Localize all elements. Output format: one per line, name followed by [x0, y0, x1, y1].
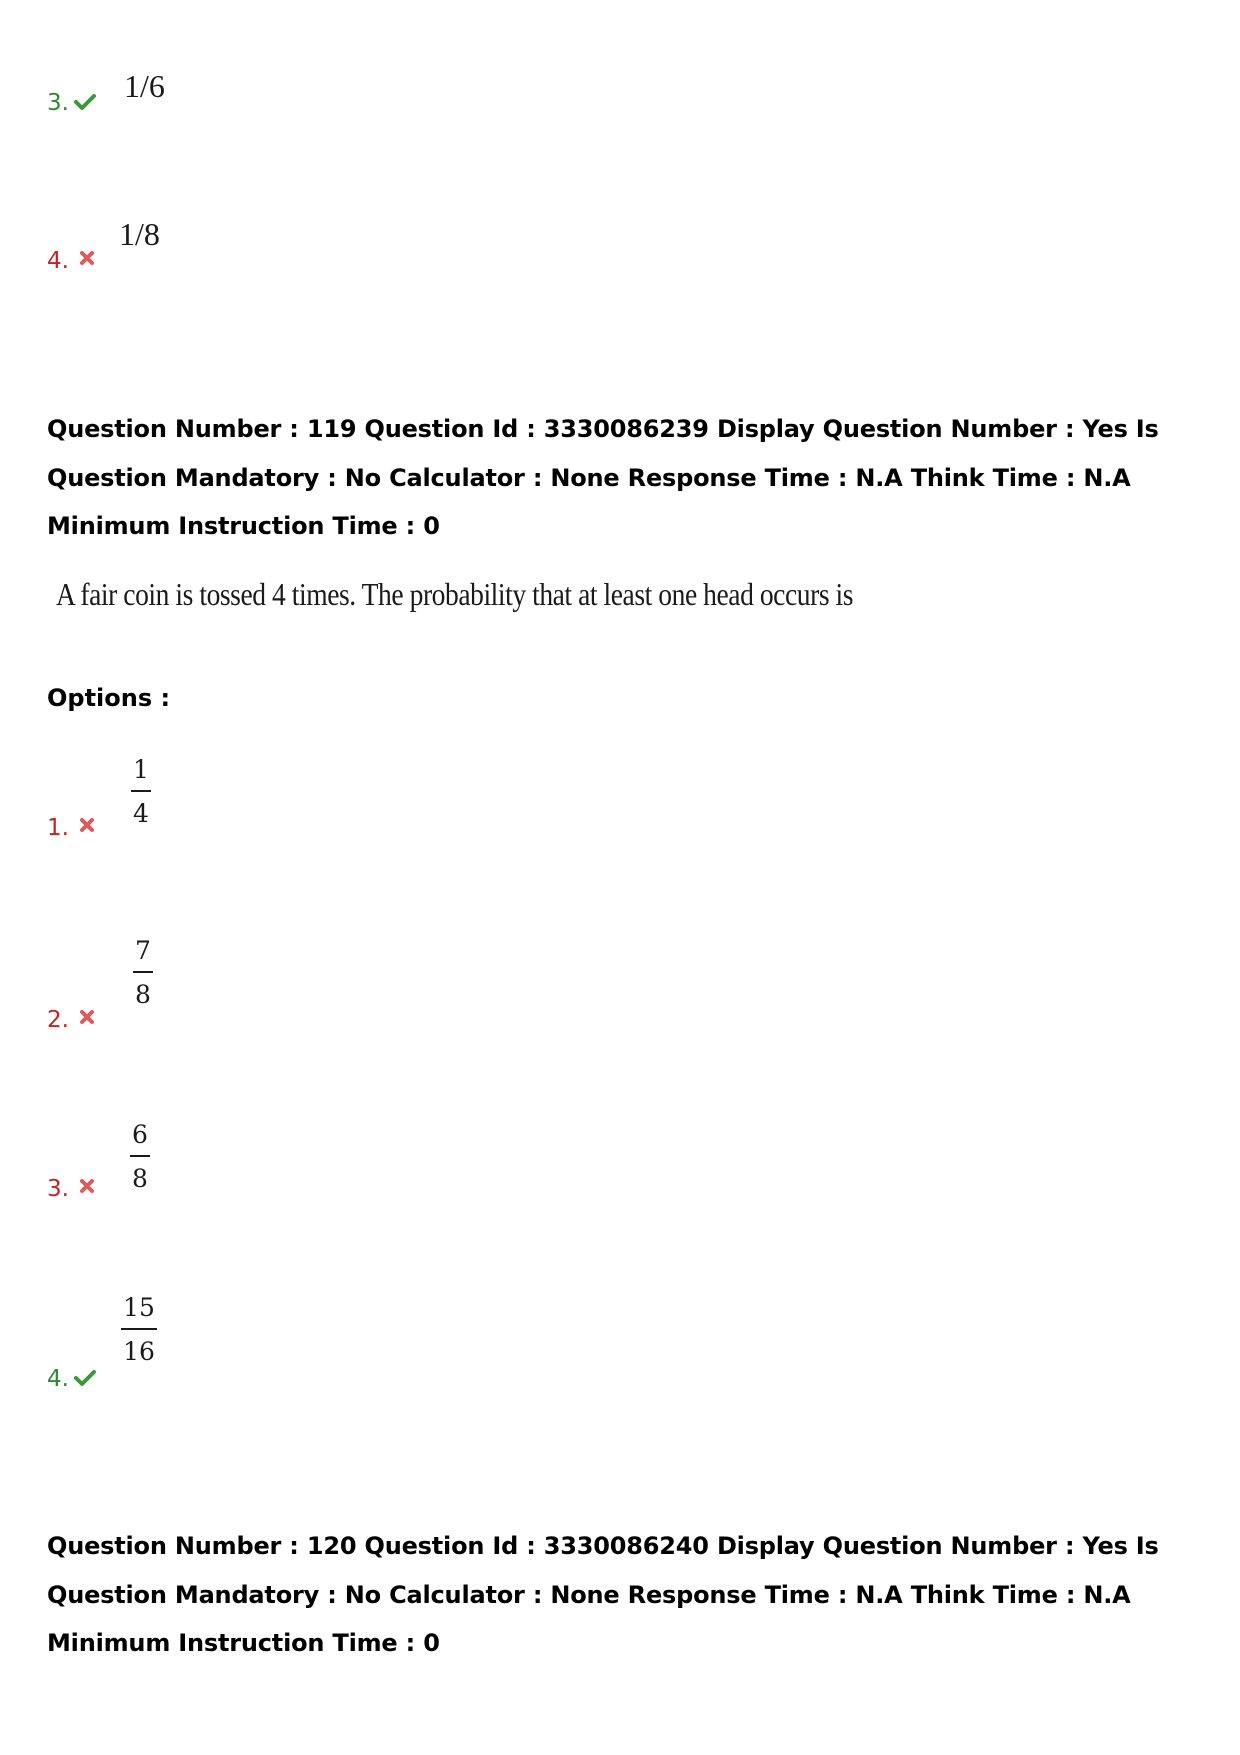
option-number: 4. — [47, 1366, 69, 1392]
fraction-numerator: 1 — [133, 755, 149, 784]
cross-icon — [79, 1178, 95, 1194]
option-number: 2. — [47, 1007, 69, 1033]
option-answer-text: 1/8 — [119, 216, 160, 252]
fraction-denominator: 8 — [135, 980, 151, 1009]
cross-icon — [79, 1009, 95, 1025]
fraction-numerator: 6 — [132, 1120, 148, 1149]
option-number: 3. — [47, 1176, 69, 1202]
question-meta-120: Question Number : 120 Question Id : 3330086240 Display Question Number : Yes Is Question Mandatory : No Calculator : None Response Time : N.A Think Time : N.A Minimum Instruction Time : 0 — [47, 1532, 1159, 1657]
question-meta-119: Question Number : 119 Question Id : 3330086239 Display Question Number : Yes Is Question Mandatory : No Calculator : None Response Time : N.A Think Time : N.A Minimum Instruction Time : 0 — [47, 415, 1159, 540]
fraction-denominator: 8 — [132, 1164, 148, 1193]
cross-icon — [79, 817, 95, 833]
option-fraction — [131, 757, 151, 826]
fraction-bar — [133, 971, 153, 973]
option-2 — [47, 1009, 247, 1049]
option-fraction — [133, 938, 153, 1007]
cross-icon — [79, 250, 95, 266]
question-text: A fair coin is tossed 4 times. The probability that at least one head occurs is — [56, 576, 854, 612]
option-number: 4. — [47, 248, 69, 274]
prev-option-4 — [47, 250, 247, 290]
check-icon — [74, 93, 96, 111]
fraction-denominator: 4 — [133, 799, 149, 828]
fraction-denominator: 16 — [123, 1337, 155, 1366]
check-icon — [74, 1369, 96, 1387]
options-label: Options : — [47, 684, 171, 712]
fraction-bar — [121, 1328, 157, 1330]
fraction-numerator: 15 — [123, 1293, 155, 1322]
option-answer-text: 1/6 — [124, 68, 165, 104]
fraction-numerator: 7 — [135, 936, 151, 965]
option-number: 3. — [47, 90, 69, 116]
option-fraction — [130, 1122, 150, 1191]
fraction-bar — [131, 790, 151, 792]
option-4 — [47, 1368, 247, 1408]
option-number: 1. — [47, 815, 69, 841]
fraction-bar — [130, 1155, 150, 1157]
option-fraction — [121, 1295, 157, 1364]
